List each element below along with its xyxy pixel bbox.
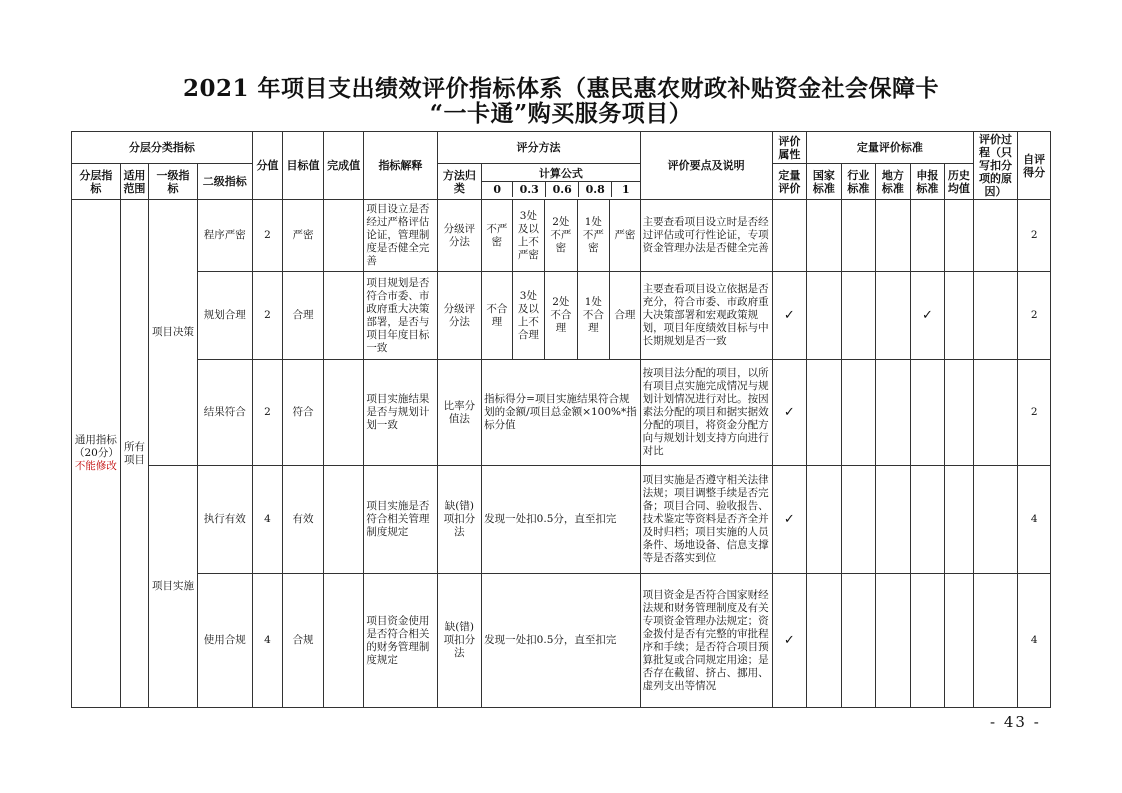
header-level2: 二级指标: [197, 164, 252, 200]
row-f1: 合理: [610, 272, 641, 360]
row-explanation: 项目设立是否经过严格评估论证，管理制度是否健全完善: [364, 200, 437, 272]
page-number: - 43 -: [990, 713, 1041, 731]
row-self-score: 2: [1018, 200, 1051, 272]
row-score: 2: [252, 200, 282, 272]
row-key-points: 项目实施是否遵守相关法律法规；项目调整手续是否完备；项目合同、验收报告、技术鉴定等资料是否齐全并及时归档；项目实施的人员条件、场地设备、信息支撑等是否落实到位: [640, 466, 772, 574]
row-target: 合规: [283, 574, 324, 708]
header-method-type: 方法归类: [437, 164, 482, 200]
header-scope: 适用范围: [120, 164, 148, 200]
indicator-table: [71, 131, 1051, 708]
row-score: 2: [252, 272, 282, 360]
header-completion: 完成值: [323, 132, 364, 200]
row-score: 2: [252, 360, 282, 466]
row-eval-process: [973, 272, 1018, 360]
row-std-national: [807, 574, 842, 708]
row-explanation: 项目实施结果是否与规划计划一致: [364, 360, 437, 466]
row-self-score: 4: [1018, 466, 1051, 574]
level2-name: 使用合规: [197, 574, 252, 708]
table-row: [72, 466, 1051, 574]
header-std-national: 国家标准: [807, 164, 842, 200]
layer-indicator-cell: [72, 200, 121, 708]
level2-name: 规划合理: [197, 272, 252, 360]
row-std-industry: [841, 466, 876, 574]
row-key-points: 主要查看项目设立依据是否充分，符合市委、市政府重大决策部署和宏观政策规划，项目年度绩效目标与中长期规划是否一致: [640, 272, 772, 360]
row-std-local: [876, 272, 911, 360]
row-completion: [323, 272, 364, 360]
row-std-declared: [910, 200, 945, 272]
document-title-line2: “一卡通”购买服务项目）: [429, 100, 693, 127]
row-std-history: [945, 574, 973, 708]
header-quant-std: 定量评价标准: [807, 132, 974, 164]
header-key-points: 评价要点及说明: [640, 132, 772, 200]
row-std-declared: ✓: [910, 272, 945, 360]
row-f06: 2处不合理: [545, 272, 577, 360]
header-std-local: 地方标准: [876, 164, 911, 200]
header-eval-process: 评价过程（只写扣分项的原因）: [973, 132, 1018, 200]
header-std-industry: 行业标准: [841, 164, 876, 200]
row-completion: [323, 200, 364, 272]
row-score: 4: [252, 574, 282, 708]
level1-implement: 项目实施: [149, 466, 198, 708]
row-std-history: [945, 200, 973, 272]
row-self-score: 2: [1018, 360, 1051, 466]
row-std-history: [945, 360, 973, 466]
header-std-history: 历史均值: [945, 164, 973, 200]
row-key-points: 主要查看项目设立时是否经过评估或可行性论证，专项资金管理办法是否健全完善: [640, 200, 772, 272]
header-score: 分值: [252, 132, 282, 200]
row-eval-process: [973, 200, 1018, 272]
level1-decision: 项目决策: [149, 200, 198, 466]
row-std-national: [807, 200, 842, 272]
row-quant-check: ✓: [772, 272, 807, 360]
row-key-points: 项目资金是否符合国家财经法规和财务管理制度及有关专项资金管理办法规定；资金拨付是否有完整的审批程序和手续；是否符合项目预算批复或合同规定用途；是否存在截留、挤占、挪用、虚列支出等情况: [640, 574, 772, 708]
header-explanation: 指标解释: [364, 132, 437, 200]
row-std-industry: [841, 574, 876, 708]
row-f03: 3处及以上不严密: [512, 200, 544, 272]
header-quant-eval: 定量评价: [772, 164, 807, 200]
header-self-score: 自评得分: [1018, 132, 1051, 200]
row-std-national: [807, 466, 842, 574]
row-f08: 1处不严密: [577, 200, 609, 272]
coef-0-3: 0.3: [513, 182, 546, 197]
row-quant-check: ✓: [772, 574, 807, 708]
row-std-local: [876, 360, 911, 466]
row-explanation: 项目实施是否符合相关管理制度规定: [364, 466, 437, 574]
level2-name: 结果符合: [197, 360, 252, 466]
header-method-group: 评分方法: [437, 132, 640, 164]
header-group-classification: 分层分类指标: [72, 132, 253, 164]
row-f1: 严密: [610, 200, 641, 272]
header-target: 目标值: [283, 132, 324, 200]
header-formula-label: 计算公式: [482, 166, 639, 182]
table-row: [72, 200, 1051, 272]
row-target: 合理: [283, 272, 324, 360]
row-std-declared: [910, 466, 945, 574]
row-method: 分级评分法: [437, 200, 482, 272]
layer-indicator-text: 通用指标（20分）: [74, 434, 119, 459]
row-quant-check: ✓: [772, 360, 807, 466]
coef-0-8: 0.8: [579, 182, 612, 197]
row-std-national: [807, 272, 842, 360]
row-quant-check: ✓: [772, 466, 807, 574]
row-explanation: 项目规划是否符合市委、市政府重大决策部署，是否与项目年度目标一致: [364, 272, 437, 360]
row-f0: 不合理: [482, 272, 512, 360]
row-eval-process: [973, 360, 1018, 466]
layer-indicator-locked-note: 不能修改: [74, 460, 117, 472]
row-f03: 3处及以上不合理: [512, 272, 544, 360]
coef-0-6: 0.6: [546, 182, 579, 197]
row-f06: 2处不严密: [545, 200, 577, 272]
row-method: 缺(错)项扣分法: [437, 466, 482, 574]
row-eval-process: [973, 574, 1018, 708]
row-std-local: [876, 574, 911, 708]
row-eval-process: [973, 466, 1018, 574]
row-method: 分级评分法: [437, 272, 482, 360]
row-std-declared: [910, 360, 945, 466]
row-method: 缺(错)项扣分法: [437, 574, 482, 708]
row-method: 比率分值法: [437, 360, 482, 466]
coef-1: 1: [622, 183, 630, 197]
document-title-line1: 2021 年项目支出绩效评价指标体系（惠民惠农财政补贴资金社会保障卡: [182, 75, 940, 102]
row-std-industry: [841, 272, 876, 360]
header-level1: 一级指标: [149, 164, 198, 200]
row-target: 符合: [283, 360, 324, 466]
row-completion: [323, 360, 364, 466]
row-std-local: [876, 200, 911, 272]
table-row: [72, 574, 1051, 708]
row-target: 严密: [283, 200, 324, 272]
table-row: [72, 272, 1051, 360]
row-quant-check: [772, 200, 807, 272]
row-f08: 1处不合理: [577, 272, 609, 360]
row-target: 有效: [283, 466, 324, 574]
table-row: [72, 360, 1051, 466]
row-score: 4: [252, 466, 282, 574]
coef-0: 0: [482, 182, 513, 197]
row-std-history: [945, 272, 973, 360]
level2-name: 执行有效: [197, 466, 252, 574]
row-formula: 指标得分=项目实施结果符合规划的金额/项目总金额×100%*指标分值: [482, 360, 640, 466]
header-formula: [482, 164, 640, 200]
scope-cell: 所有项目: [120, 200, 148, 708]
header-std-declared: 申报标准: [910, 164, 945, 200]
row-f0: 不严密: [482, 200, 512, 272]
row-std-industry: [841, 200, 876, 272]
row-std-history: [945, 466, 973, 574]
header-layer-indicator: 分层指标: [72, 164, 121, 200]
row-explanation: 项目资金使用是否符合相关的财务管理制度规定: [364, 574, 437, 708]
row-completion: [323, 466, 364, 574]
row-self-score: 2: [1018, 272, 1051, 360]
row-std-industry: [841, 360, 876, 466]
row-formula: 发现一处扣0.5分，直至扣完: [482, 466, 640, 574]
row-key-points: 按项目法分配的项目，以所有项目点实施完成情况与规划计划情况进行对比。按因素法分配的项目和据实据效分配的项目，将资金分配方向与规划计划支持方向进行对比: [640, 360, 772, 466]
row-std-national: [807, 360, 842, 466]
header-formula-coefficients: [482, 182, 639, 197]
row-std-declared: [910, 574, 945, 708]
row-self-score: 4: [1018, 574, 1051, 708]
row-completion: [323, 574, 364, 708]
level2-name: 程序严密: [197, 200, 252, 272]
header-eval-attr: 评价属性: [772, 132, 807, 164]
row-std-local: [876, 466, 911, 574]
row-formula: 发现一处扣0.5分，直至扣完: [482, 574, 640, 708]
